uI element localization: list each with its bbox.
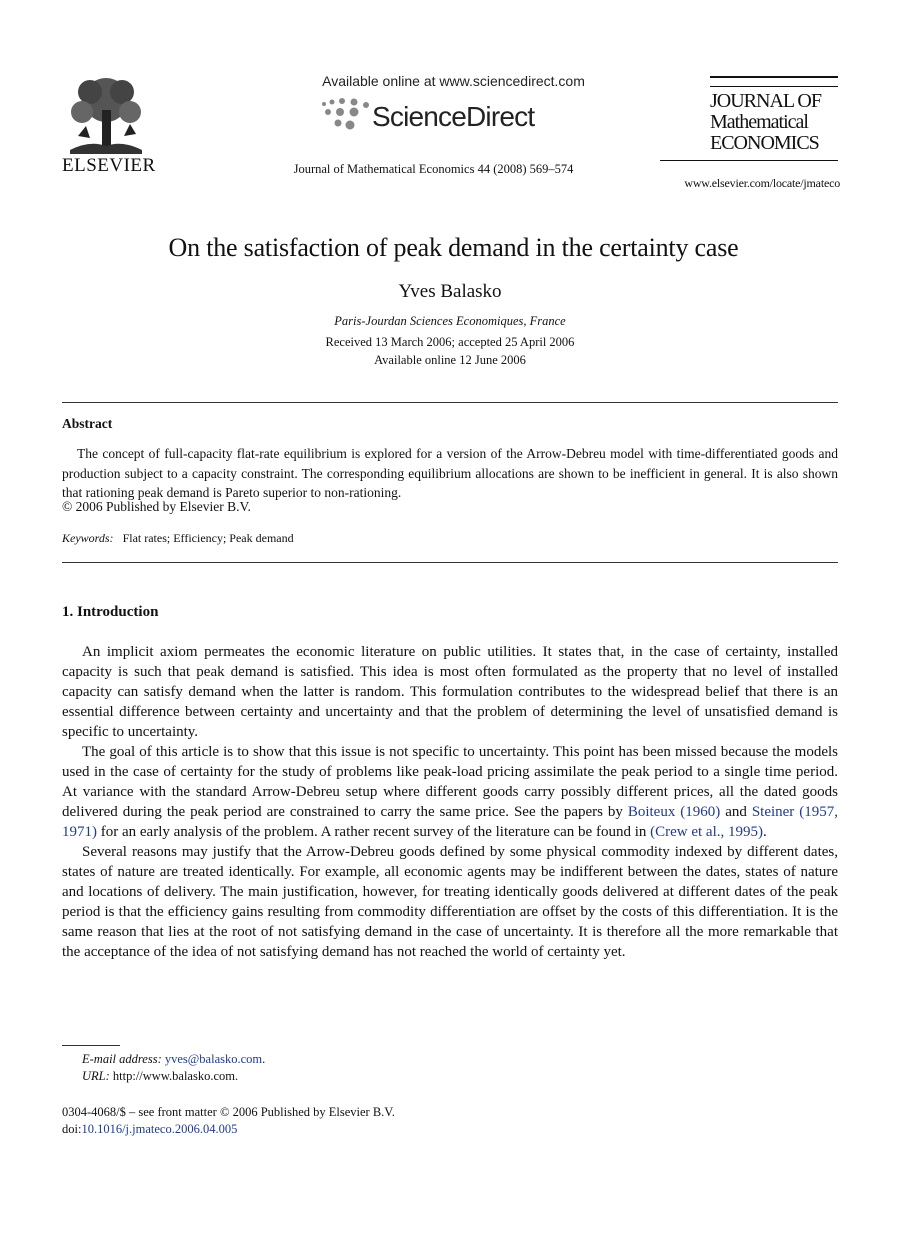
section-heading-introduction: 1. Introduction (62, 604, 159, 620)
ref-boiteux-1960[interactable]: Boiteux (1960) (627, 804, 721, 820)
paragraph-1: An implicit axiom permeates the economic literature on public utilities. It states that, in the case of certainty, installed capacity is such that peak demand is satisfied. This idea is most often formulated as the property that no level of installed capacity can satisfy demand when the latter is random. This formulation contributes to the widespread belief that there is an essential difference between certainty and uncertainty and that the problem of determining the level of unsatisfied demand is specific to uncertainty. (62, 644, 838, 740)
ref-crew-1995[interactable]: (Crew et al., 1995) (650, 824, 764, 840)
doi-link[interactable]: 10.1016/j.jmateco.2006.04.005 (81, 1122, 238, 1136)
paragraph-2 (62, 742, 838, 842)
paragraph-2-text: and (720, 804, 752, 820)
received-dates: Received 13 March 2006; accepted 25 April 2006 (325, 335, 575, 349)
url-value[interactable]: http://www.balasko.com. (112, 1069, 239, 1083)
footnote-url (82, 1069, 238, 1084)
keywords-list: Flat rates; Efficiency; Peak demand (122, 531, 294, 545)
author-name: Yves Balasko (398, 281, 502, 302)
email-label: E-mail address: (82, 1052, 162, 1066)
paragraph-2-text: The goal of this article is to show that this issue is not specific to uncertainty. This point has been missed because the models used in the case of certainty for the study of problems like peak-load pricing assimilate the peak period to a single time period. At variance with the standard Arrow-Debreu setup where different goods carry possibly different prices, all the dated goods delivered during the peak period are constrained to carry the same price. See the papers by (62, 744, 838, 820)
available-online-date: Available online 12 June 2006 (374, 353, 526, 367)
footnote-rule (62, 1045, 120, 1046)
journal-name-line-1: JOURNAL OF (710, 90, 821, 112)
author-affiliation: Paris-Jourdan Sciences Economiques, France (334, 314, 566, 328)
journal-name-line-2: Mathematical (710, 111, 808, 133)
sciencedirect-wordmark: ScienceDirect (372, 101, 535, 132)
divider (62, 402, 838, 403)
keywords-label: Keywords: (62, 531, 114, 545)
journal-logo-rule (710, 86, 838, 87)
elsevier-wordmark: ELSEVIER (62, 155, 156, 176)
keywords (62, 531, 294, 546)
paragraph-2-text: . (763, 824, 767, 840)
paragraph-2-text: for an early analysis of the problem. A rather recent survey of the literature can be found in (97, 824, 651, 840)
email-period: . (262, 1052, 266, 1066)
divider (62, 562, 838, 563)
available-online-sciencedirect[interactable]: Available online at www.sciencedirect.com (322, 73, 585, 89)
email-link[interactable]: yves@balasko.com (164, 1052, 263, 1066)
abstract-text: The concept of full-capacity flat-rate equilibrium is explored for a version of the Arrow-Debreu model with time-differentiated goods and production subject to a capacity constraint. The corresponding equilibrium allocations are shown to be inefficient in general. It is also shown that rationing peak demand is Pareto superior to non-rationing. (62, 446, 838, 500)
journal-logo-rule (660, 160, 838, 161)
footnote-email (82, 1052, 265, 1067)
journal-url-link[interactable]: www.elsevier.com/locate/jmateco (684, 176, 840, 190)
abstract-heading: Abstract (62, 416, 113, 431)
issn-front-matter: 0304-4068/$ – see front matter © 2006 Published by Elsevier B.V. (62, 1105, 395, 1119)
journal-logo (710, 91, 840, 154)
paragraph-3: Several reasons may justify that the Arrow-Debreu goods defined by some physical commodity indexed by different dates, states of nature are treated identically. For example, all economic agents may be indifferent between the dates, states of nature and locations of delivery. The main justification, however, for treating identically goods delivered at different dates of the peak period is that the efficiency gains resulting from commodity differentiation are offset by the costs of this differentiation. It is the same reason that lies at the root of not satisfying demand in the case of uncertainty. It is therefore all the more remarkable that the acceptance of the idea of not satisfying demand has not reached the world of certainty yet. (62, 844, 838, 960)
journal-logo-rule (710, 76, 838, 78)
abstract-copyright: © 2006 Published by Elsevier B.V. (62, 499, 251, 514)
introduction-body (62, 642, 838, 962)
journal-citation: Journal of Mathematical Economics 44 (2008) 569–574 (293, 162, 574, 176)
doi-label: doi: (62, 1122, 82, 1136)
journal-name-line-3: ECONOMICS (710, 132, 819, 154)
paper-title: On the satisfaction of peak demand in the certainty case (168, 233, 739, 262)
url-label: URL: (82, 1069, 110, 1083)
ref-steiner-1957-1971[interactable]: Steiner (1957, 1971) (62, 804, 838, 840)
doi (62, 1122, 237, 1137)
